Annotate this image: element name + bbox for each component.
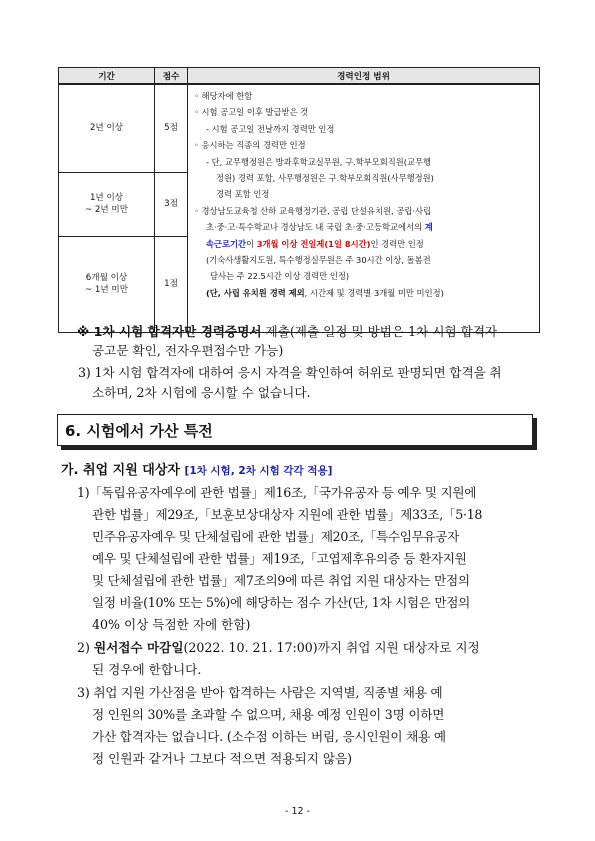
range-line: 담사는 주 22.5시간 이상 경력만 인정): [210, 271, 350, 282]
certificate-note-cont: 공고문 확인, 전자우편접수만 가능): [92, 343, 284, 358]
item3-line: 소하며, 2차 시험에 응시할 수 없습니다.: [92, 385, 311, 400]
paragraph-line: 40% 이상 득점한 자에 한함): [92, 617, 251, 632]
paragraph-line: 민주유공자예우 및 단체설립에 관한 법률」제20조,「특수임무유공자: [92, 529, 460, 544]
range-text: 인 경력만 인정: [370, 238, 424, 249]
range-line: (기숙사생활지도원, 특수행정실무원은 주 30시간 이상, 돌봄전: [206, 255, 431, 266]
range-text: , 시간제 및 경력별 3개월 미만 미인정): [304, 287, 444, 298]
item3-line: 3) 1차 시험 합격자에 대하여 응시 자격을 확인하여 허위로 판명되면 합격을 취: [78, 365, 502, 380]
range-line: [194, 236, 535, 252]
fulltime-requirement-text: 3개월 이상 전일제(1일 8시간): [256, 238, 371, 249]
subheading: [61, 459, 332, 478]
range-text: 이: [246, 238, 257, 249]
period-text: ~ 1년 미만: [84, 285, 129, 295]
range-cell: [188, 84, 540, 332]
item-number: 2): [77, 640, 94, 655]
note-text: 제출(제출 일정 및 방법은 1차 시험 합격자: [261, 324, 498, 339]
section-title: 6. 시험에서 가산 특전: [65, 422, 213, 440]
header-period: 기간: [59, 68, 155, 85]
period-text: 2년 이상: [89, 123, 124, 134]
page-number: - 12 -: [285, 806, 310, 817]
continuous-period-text: 속근로기간: [206, 238, 247, 249]
period-cell: [59, 84, 155, 172]
subheading-tag: [1차 시험, 2차 시험 각각 적용]: [184, 465, 333, 477]
range-line: [194, 285, 535, 301]
continuous-period-text: 계: [424, 222, 433, 233]
range-line: - 단, 교무행정원은 방과후학교실무원, 구.학부모회직원(교무행: [206, 156, 432, 167]
paragraph-line: 일정 비율(10% 또는 5%)에 해당하는 점수 가산(단, 1차 시험은 만점의: [92, 595, 470, 610]
range-line: ◦ 응시하는 직종의 경력만 인정: [194, 140, 306, 151]
certificate-note: [77, 321, 497, 340]
period-text: ~ 2년 미만: [84, 205, 129, 215]
paragraph-line: 3) 취업 지원 가산점을 받아 합격하는 사람은 지역별, 직종별 채용 예: [77, 685, 443, 700]
note-mark: ※: [77, 324, 90, 339]
score-cell: 1점: [155, 236, 188, 332]
paragraph-line: 정 인원의 30%를 초과할 수 없으며, 채용 예정 인원이 3명 이하면: [92, 707, 445, 722]
period-cell: [59, 172, 155, 236]
career-score-table: [58, 67, 540, 333]
score-cell: 3점: [155, 172, 188, 236]
paragraph-text: (2022. 10. 21. 17:00)까지 취업 지원 대상자로 지정: [183, 640, 480, 655]
table-header-row: [59, 68, 540, 85]
paragraph-line: 관한 법률」제29조,「보훈보상대상자 지원에 관한 법률」제33조,「5·18: [92, 507, 483, 522]
note-bold: 1차 시험 합격자만 경력증명서: [89, 324, 262, 339]
range-line: - 시험 공고일 전날까지 경력만 인정: [206, 123, 335, 134]
subheading-title: 가. 취업 지원 대상자: [61, 463, 180, 478]
deadline-label: 원서접수 마감일: [93, 640, 184, 655]
period-text: 6개월 이상: [85, 272, 128, 283]
paragraph-line: 정 인원과 같거나 그보다 적으면 적용되지 않음): [92, 751, 353, 766]
range-line: ◦ 해당자에 한함: [194, 91, 253, 101]
period-cell: [59, 236, 155, 332]
section-heading-box: [57, 414, 533, 446]
paragraph-line: 및 단체설립에 관한 법률」제7조의9에 따른 취업 지원 대상자는 만점의: [92, 573, 470, 588]
paragraph-line: [77, 637, 480, 656]
paragraph-line: 된 경우에 한합니다.: [92, 662, 202, 677]
range-line: 정원) 경력 포함, 사무행정원은 구.학부모회직원(사무행정원): [216, 173, 434, 184]
range-text: 초·중·고·특수학교나 경상남도 내 국립 초·중·고등학교에서의: [206, 222, 425, 233]
range-line: [194, 219, 535, 235]
period-text: 1년 이상: [89, 192, 124, 203]
paragraph-line: 1)「독립유공자예우에 관한 법률」제16조,「국가유공자 등 예우 및 지원에: [77, 485, 477, 500]
header-range: 경력인정 범위: [188, 68, 540, 85]
range-line: 경력 포함 인정: [216, 189, 270, 200]
range-line: ◦ 시험 공고일 이후 발급받은 것: [194, 107, 309, 118]
paragraph-line: 가산 합격자는 없습니다. (소수점 이하는 버림, 응시인원이 채용 예: [92, 729, 446, 744]
score-cell: 5점: [155, 84, 188, 172]
range-line: ◦ 경상남도교육청 산하 교육행정기관, 공립 단설유치원, 공립·사립: [194, 205, 432, 216]
paragraph-line: 예우 및 단체설립에 관한 법률」제19조,「고엽제후유의증 등 환자지원: [92, 551, 467, 566]
table-row: [59, 84, 540, 172]
header-score: 점수: [155, 68, 188, 85]
private-kindergarten-exclusion: (단, 사립 유치원 경력 제외: [206, 287, 305, 298]
